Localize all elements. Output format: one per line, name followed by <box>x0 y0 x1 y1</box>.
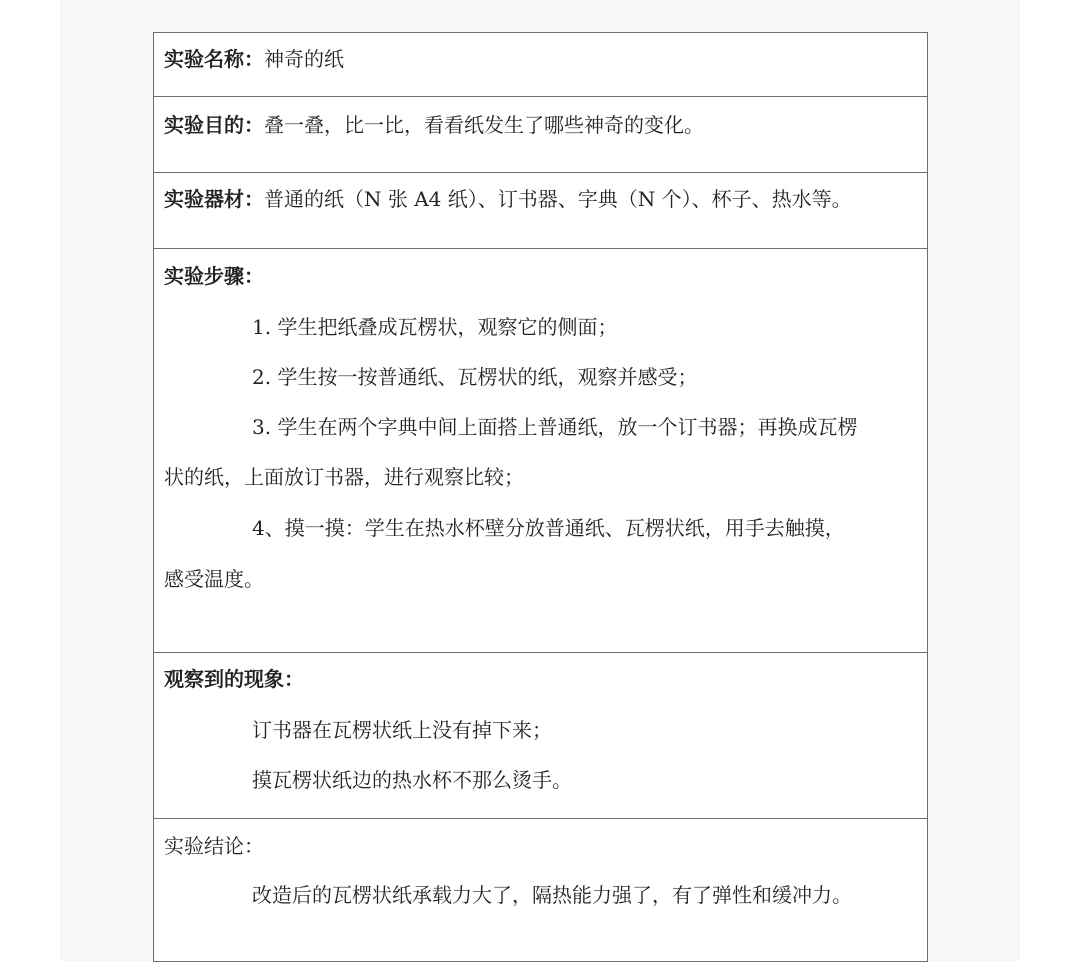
experiment-materials-value: 普通的纸（N 张 A4 纸）、订书器、字典（N 个）、杯子、热水等。 <box>264 187 852 211</box>
experiment-conclusion-label: 实验结论： <box>164 834 264 858</box>
experiment-observation-row <box>154 652 927 818</box>
experiment-materials-label: 实验器材： <box>164 187 264 211</box>
experiment-purpose-label: 实验目的： <box>164 113 264 137</box>
experiment-materials-row <box>154 172 927 248</box>
experiment-name-value: 神奇的纸 <box>264 47 344 71</box>
experiment-observation-label: 观察到的现象： <box>164 667 304 691</box>
step-line: 2. 学生按一按普通纸、瓦楞状的纸，观察并感受； <box>252 365 698 389</box>
step-line: 3. 学生在两个字典中间上面搭上普通纸，放一个订书器；再换成瓦楞 <box>252 415 858 439</box>
experiment-table <box>153 32 928 962</box>
step-line: 状的纸，上面放订书器，进行观察比较； <box>164 465 524 489</box>
conclusion-line: 改造后的瓦楞状纸承载力大了，隔热能力强了，有了弹性和缓冲力。 <box>252 883 852 907</box>
observation-line: 订书器在瓦楞状纸上没有掉下来； <box>252 718 552 742</box>
step-line: 1. 学生把纸叠成瓦楞状，观察它的侧面； <box>252 315 618 339</box>
experiment-purpose-value: 叠一叠，比一比，看看纸发生了哪些神奇的变化。 <box>264 113 704 137</box>
experiment-steps-label: 实验步骤： <box>164 264 264 288</box>
experiment-steps-row <box>154 248 927 652</box>
experiment-purpose-row <box>154 96 927 172</box>
observation-line: 摸瓦楞状纸边的热水杯不那么烫手。 <box>252 768 572 792</box>
experiment-name-row <box>154 33 927 96</box>
step-line: 感受温度。 <box>164 567 264 591</box>
experiment-name-label: 实验名称： <box>164 47 264 71</box>
step-line: 4、摸一摸：学生在热水杯壁分放普通纸、瓦楞状纸，用手去触摸， <box>252 516 845 540</box>
experiment-conclusion-row <box>154 818 927 961</box>
